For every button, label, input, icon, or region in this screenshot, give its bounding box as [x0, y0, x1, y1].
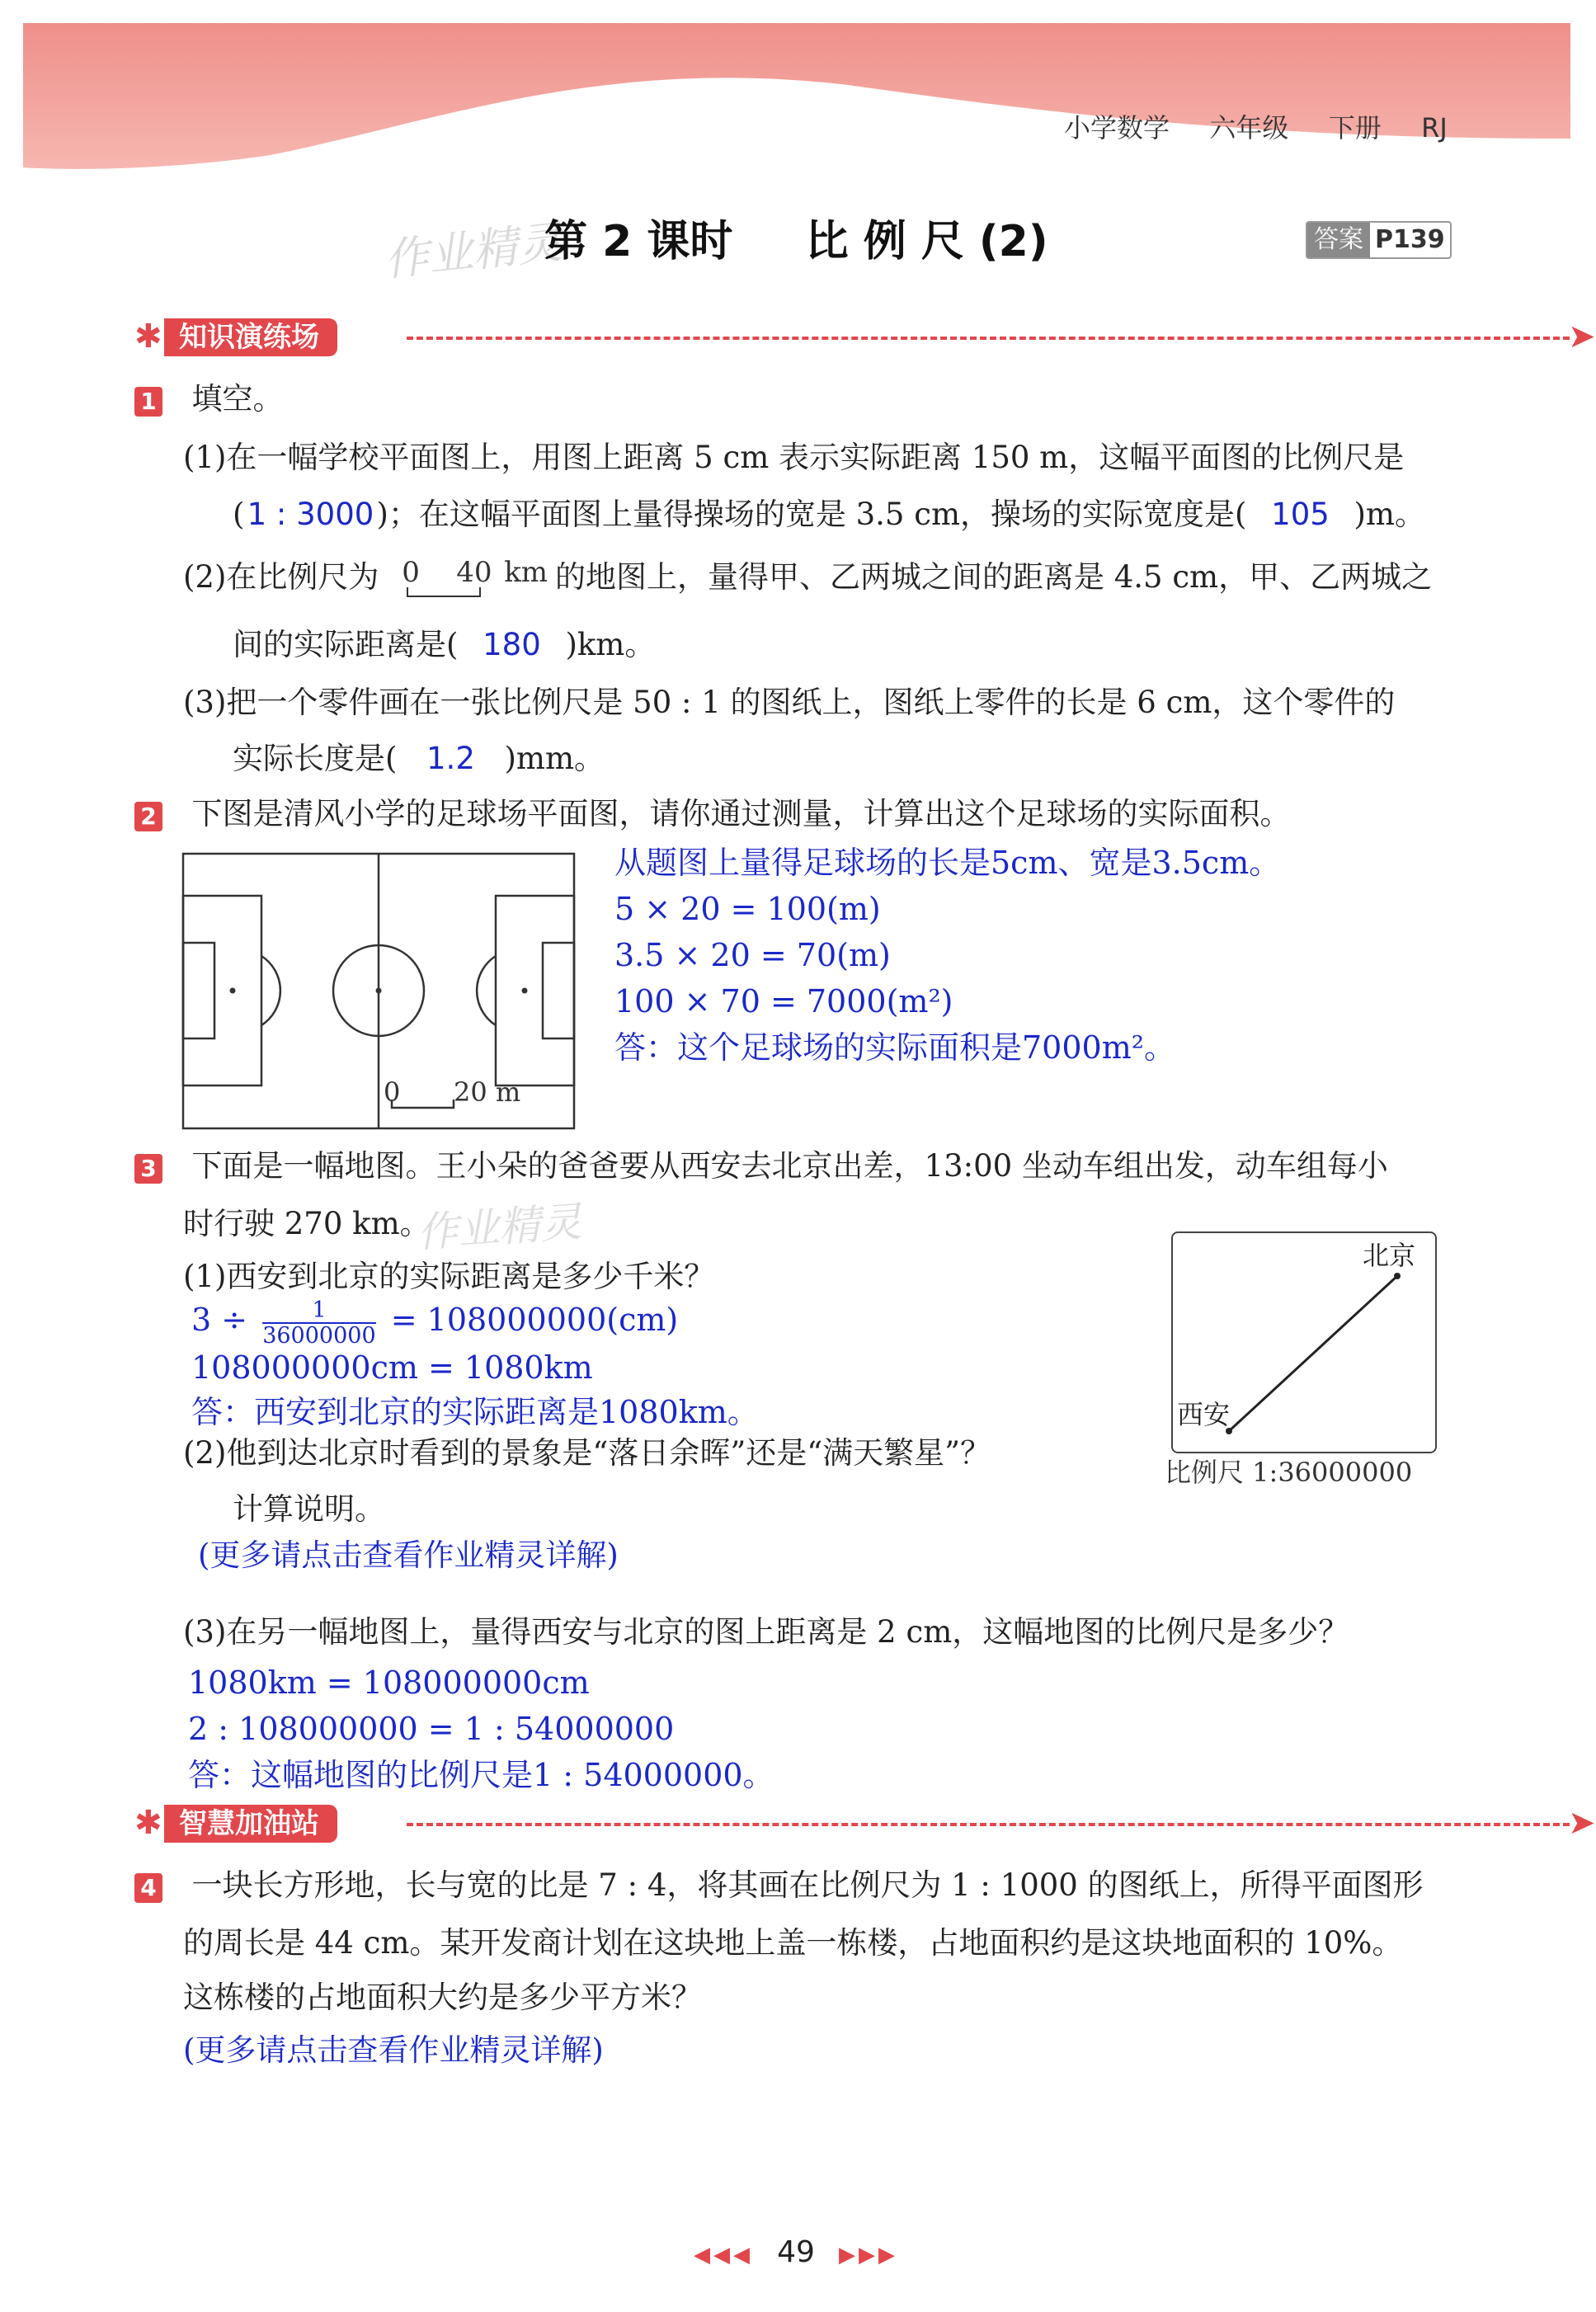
fraction-numerator: 1 [262, 1298, 375, 1324]
q3-p1-sol2: 108000000cm = 1080km [191, 1349, 593, 1386]
q2-sol-line: 100 × 70 = 7000(m²) [614, 983, 953, 1019]
q4-line3: 这栋楼的占地面积大约是多少平方米？ [183, 1980, 702, 2015]
q1-p2-start: (2)在比例尺为 [183, 559, 379, 595]
q1-p3-l2a: 实际长度是( [233, 741, 398, 776]
lesson-topic: 比 例 尺 (2) [805, 217, 1048, 266]
beijing-dot [1394, 1273, 1401, 1279]
q3-p1-sol1a: 3 ÷ [191, 1302, 248, 1338]
q1-p2-rest: 的地图上，量得甲、乙两城之间的距离是 4.5 cm，甲、乙两城之 [554, 559, 1433, 595]
q1-text: 填空。 [191, 381, 284, 417]
q1-p1-answer1: 1 : 3000 [247, 497, 374, 532]
map-diagram [1171, 1231, 1437, 1453]
right-penalty-arc [477, 956, 496, 1025]
field-scale-bar [392, 1099, 454, 1108]
watermark-mid: 作业精灵 [415, 1198, 584, 1257]
center-spot [376, 988, 382, 994]
q3-text: 下面是一幅地图。王小朵的爸爸要从西安去北京出差，13:00 坐动车组出发，动车组每小 [191, 1148, 1388, 1184]
q3-more-link[interactable]: (更多请点击查看作业精灵详解) [198, 1537, 619, 1573]
arrow-right-icon: ➤ [1568, 318, 1596, 356]
right-penalty-spot [522, 988, 528, 994]
left-penalty-box [183, 896, 261, 1085]
paren-open: ( [233, 497, 245, 532]
q1-p3-line1: (3)把一个零件画在一张比例尺是 50 : 1 的图纸上，图纸上零件的长是 6 cm，这个零件的 [183, 685, 1396, 720]
q1-p1-line2 [233, 495, 1425, 534]
q1-p3-answer: 1.2 [426, 741, 475, 776]
scale-forty: 40 [456, 556, 492, 589]
header-info [1064, 107, 1448, 145]
header-subject: 小学数学 [1064, 112, 1170, 144]
map-scale-caption: 比例尺 1:36000000 [1165, 1457, 1413, 1488]
runner-icon: ✱ [134, 318, 162, 356]
q1-p1-answer2: 105 [1271, 497, 1330, 532]
scale-bar [407, 587, 481, 597]
section-challenge [134, 1803, 1596, 1846]
q1-number: 1 [134, 387, 162, 417]
q2-solution [614, 840, 1280, 1071]
runner-icon: ✱ [134, 1804, 162, 1842]
header-grade: 六年级 [1209, 112, 1289, 144]
line-scale [388, 556, 548, 597]
right-goal-box [543, 943, 574, 1038]
answer-ref [1306, 221, 1452, 259]
q3-p1-sol1 [191, 1297, 679, 1349]
section-divider [407, 1823, 1570, 1826]
q3-p3-sol-line: 答：这幅地图的比例尺是1 : 54000000。 [188, 1757, 774, 1793]
q2-sol-line: 3.5 × 20 = 70(m) [614, 937, 891, 973]
q2-sol-line: 5 × 20 = 100(m) [614, 891, 881, 927]
q1-p1-line1: (1)在一幅学校平面图上，用图上距离 5 cm 表示实际距离 150 m，这幅平面图的比例尺是 [183, 440, 1405, 475]
field-scale-zero: 0 [384, 1076, 401, 1108]
q1-stem [134, 379, 284, 419]
lesson-number: 第 2 课时 [544, 217, 733, 266]
left-goal-box [183, 943, 214, 1038]
q3-p3-solution [188, 1660, 774, 1798]
q4-line2: 的周长是 44 cm。某开发商计划在这块地上盖一栋楼，占地面积约是这块地面积的 10%。 [183, 1925, 1403, 1961]
q2-sol-line: 从题图上量得足球场的长是5cm、宽是3.5cm。 [614, 845, 1281, 881]
next-arrows-icon[interactable]: ▶▶▶ [839, 2243, 898, 2267]
q3-p2-line1: (2)他到达北京时看到的景象是“落日余晖”还是“满天繁星”？ [183, 1435, 991, 1471]
q1-p1-mid: )；在这幅平面图上量得操场的宽是 3.5 cm，操场的实际宽度是( [376, 497, 1247, 532]
scale-zero: 0 [402, 556, 420, 589]
q1-p3-line2 [233, 739, 605, 779]
section-divider [407, 337, 1570, 340]
map-label-xian: 西安 [1177, 1399, 1231, 1430]
answer-label: 答案 [1307, 223, 1370, 257]
q2-number: 2 [134, 802, 162, 831]
q1-p2-l2a: 间的实际距离是( [233, 627, 459, 662]
q3-stem-line1 [134, 1147, 1388, 1186]
prev-arrows-icon[interactable]: ◀◀◀ [694, 2243, 753, 2267]
q1-p2-answer: 180 [483, 627, 541, 662]
page-title [544, 206, 1048, 268]
header-wave [23, 23, 1570, 172]
q3-stem-line2: 时行驶 270 km。 [183, 1206, 431, 1241]
right-penalty-box [496, 896, 574, 1085]
section-label-practice: 知识演练场 [164, 318, 337, 356]
q3-p1-sol1b: = 108000000(cm) [390, 1302, 679, 1338]
q1-p1-end: )m。 [1354, 497, 1426, 532]
q3-p3-sol-line: 1080km = 108000000cm [188, 1665, 590, 1701]
field-scale-twenty: 20 m [454, 1076, 521, 1108]
map-label-beijing: 北京 [1363, 1240, 1416, 1271]
answer-page: P139 [1375, 225, 1445, 254]
q2-text: 下图是清风小学的足球场平面图，请你通过测量，计算出这个足球场的实际面积。 [191, 796, 1291, 831]
q3-p3-sol-line: 2 : 108000000 = 1 : 54000000 [188, 1711, 675, 1747]
q4-line1 [134, 1866, 1424, 1905]
scale-unit: km [504, 556, 548, 589]
q4-text: 一块长方形地，长与宽的比是 7 : 4，将其画在比例尺为 1 : 1000 的图纸上，所得平面图形 [191, 1867, 1424, 1903]
header-banner [23, 23, 1570, 172]
left-penalty-spot [230, 988, 236, 994]
arrow-right-icon: ➤ [1568, 1804, 1596, 1842]
q3-p1: (1)西安到北京的实际距离是多少千米？ [183, 1259, 715, 1294]
q3-p1-sol3: 答：西安到北京的实际距离是1080km。 [191, 1394, 759, 1430]
q3-number: 3 [134, 1154, 162, 1184]
q4-number: 4 [134, 1873, 162, 1903]
footer-pager [664, 2235, 928, 2269]
soccer-field-diagram [181, 852, 576, 1130]
watermark-title: 作业精灵 [381, 215, 565, 287]
section-label-challenge: 智慧加油站 [164, 1805, 337, 1843]
header-edition: RJ [1421, 112, 1448, 144]
q1-p2-l2b: )km。 [565, 627, 656, 662]
q1-p3-l2b: )mm。 [504, 741, 605, 776]
q4-more-link[interactable]: (更多请点击查看作业精灵详解) [183, 2032, 604, 2068]
q1-p2-line2 [233, 625, 655, 665]
q2-sol-line: 答：这个足球场的实际面积是7000m²。 [614, 1029, 1175, 1066]
q3-p2-line2: 计算说明。 [233, 1491, 385, 1527]
page-number: 49 [777, 2235, 815, 2269]
q2-stem [134, 794, 1291, 834]
route-line [1229, 1276, 1397, 1431]
section-practice [134, 317, 1596, 360]
fraction [262, 1298, 375, 1348]
q1-p2-line1 [183, 558, 1432, 597]
left-penalty-arc [261, 956, 280, 1025]
fraction-denominator: 36000000 [262, 1322, 376, 1349]
header-volume: 下册 [1328, 112, 1382, 144]
q3-p3: (3)在另一幅地图上，量得西安与北京的图上距离是 2 cm，这幅地图的比例尺是多少？ [183, 1614, 1349, 1650]
